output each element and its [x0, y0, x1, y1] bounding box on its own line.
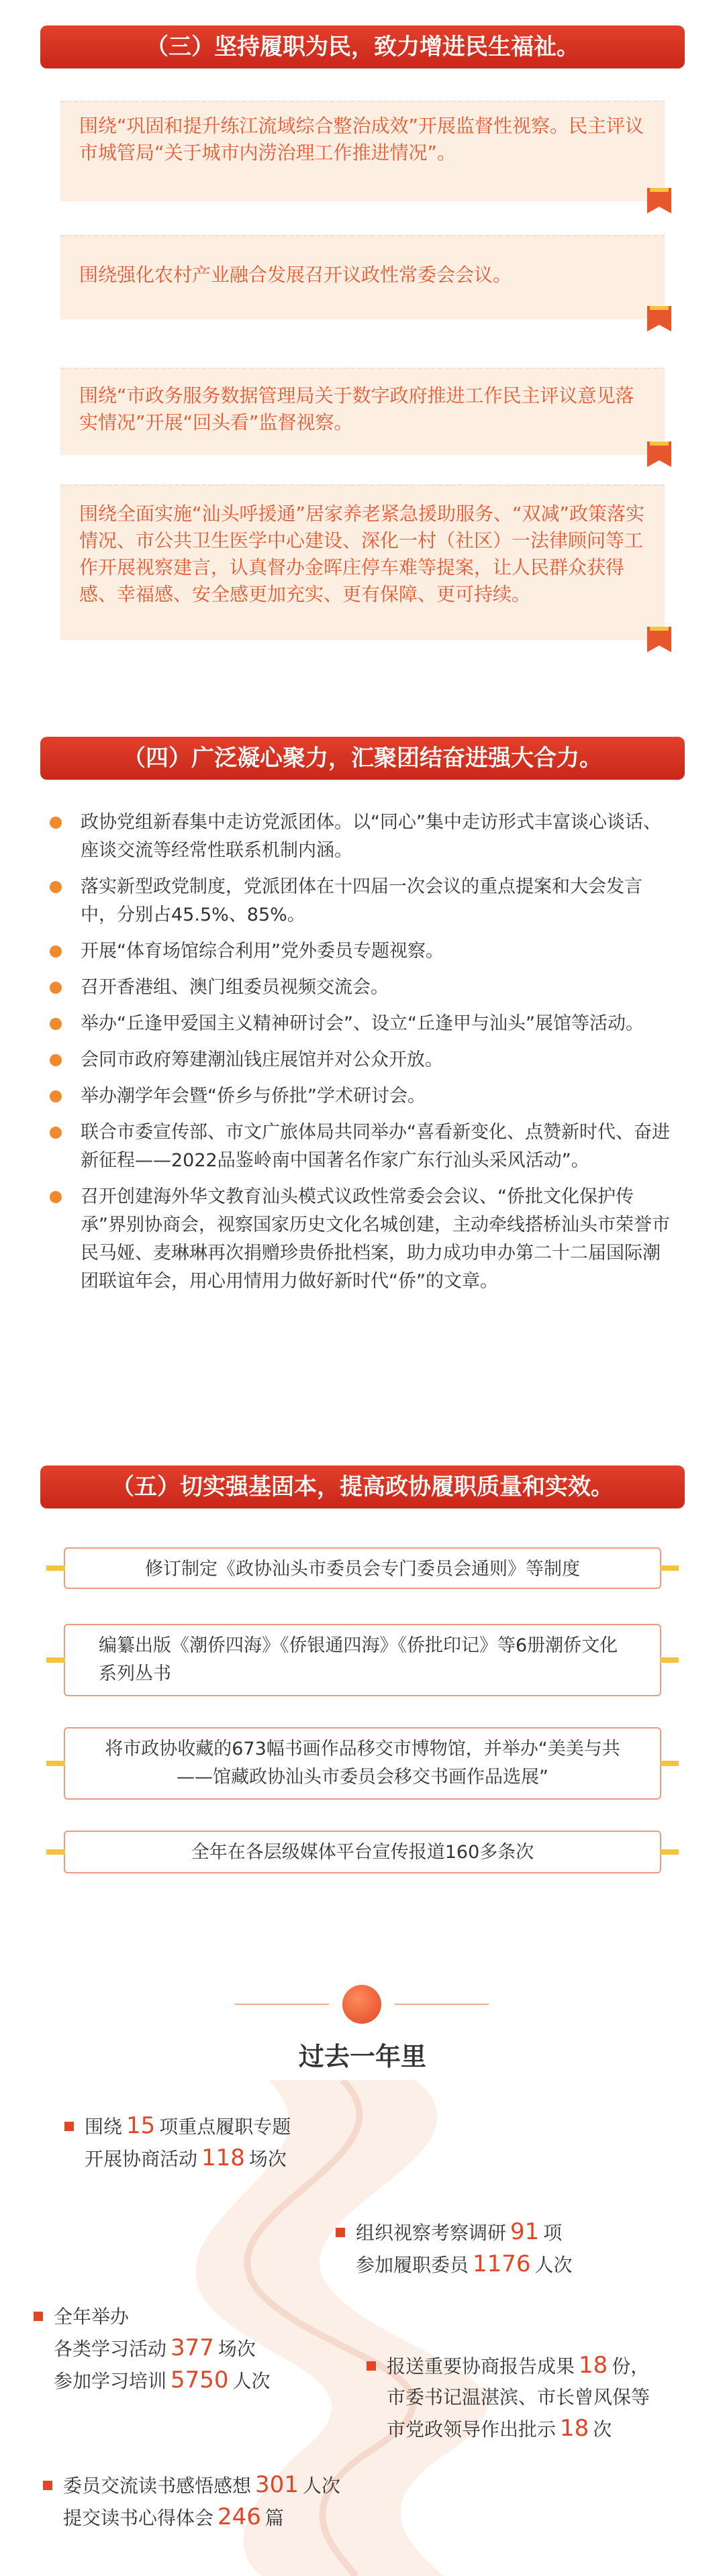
list-item	[47, 1082, 678, 1111]
stat-number: 15	[126, 2112, 156, 2139]
section3-title-text: （三）坚持履职为民，致力增进民生福祉。	[146, 34, 579, 60]
section3-card-4	[60, 484, 665, 640]
stat-text: 组织视察考察调研	[356, 2222, 507, 2244]
square-bullet-icon	[336, 2228, 345, 2237]
list-item	[47, 873, 678, 929]
stat-text: 人次	[534, 2254, 573, 2276]
stat-text: 份，	[612, 2355, 650, 2377]
bullet-dot-icon	[50, 945, 62, 958]
card-text: 围绕“市政务服务数据管理局关于数字政府推进工作民主评议意见落实情况”开展“回头看”监督视察。	[79, 384, 634, 433]
stat-text: 委员交流读书感悟感想	[63, 2475, 252, 2497]
list-item	[47, 974, 678, 1002]
item-text: 落实新型政党制度，党派团体在十四届一次会议的重点提案和大会发言中，分别占45.5%、85%。	[81, 876, 642, 925]
stat-number: 246	[218, 2504, 261, 2530]
box-bar-left	[46, 1657, 65, 1663]
stat-text: 各类学习活动	[54, 2338, 167, 2360]
stat-number: 118	[201, 2145, 245, 2171]
box-bar-left	[46, 1565, 65, 1571]
stat-number: 91	[510, 2218, 540, 2245]
bullet-dot-icon	[50, 982, 62, 994]
bullet-dot-icon	[50, 881, 62, 893]
stat-text: 项	[543, 2222, 563, 2244]
card-text: 围绕强化农村产业融合发展召开议政性常委会会议。	[79, 264, 512, 286]
box-bar-left	[46, 1849, 65, 1855]
summary-title: 过去一年里	[298, 2041, 426, 2071]
bullet-dot-icon	[50, 1191, 62, 1203]
item-text: 举办“丘逢甲爱国主义精神研讨会”、设立“丘逢甲与汕头”展馆等活动。	[81, 1013, 644, 1034]
section5-title-text: （五）切实强基固本，提高政协履职质量和实效。	[111, 1474, 614, 1500]
list-item	[47, 1183, 678, 1296]
section5-box-3	[64, 1727, 661, 1800]
box-bar-right	[660, 1657, 679, 1663]
decor-line-right	[395, 2004, 489, 2005]
square-bullet-icon	[43, 2481, 52, 2490]
item-text: 会同市政府筹建潮汕钱庄展馆并对公众开放。	[81, 1049, 443, 1070]
bullet-dot-icon	[50, 1090, 62, 1102]
section5-box-1	[64, 1547, 661, 1589]
box-text: 将市政协收藏的673幅书画作品移交市博物馆，并举办“美美与共——馆藏政协汕头市委员会移交书画作品选展”	[105, 1739, 620, 1788]
section5-box-2	[64, 1624, 661, 1696]
stat-text: 场次	[248, 2148, 287, 2170]
stat-3	[34, 2302, 271, 2397]
stat-text: 市党政领导作出批示	[387, 2418, 557, 2440]
stat-2	[336, 2216, 573, 2281]
stat-text: 提交读书心得体会	[63, 2507, 214, 2529]
bullet-dot-icon	[50, 1018, 62, 1030]
stat-text: 参加履职委员	[356, 2254, 469, 2276]
stat-text: 场次	[218, 2338, 256, 2360]
list-item	[47, 1010, 678, 1038]
card-text: 围绕“巩固和提升练江流域综合整治成效”开展监督性视察。民主评议市城管局“关于城市内涝治理工作推进情况”。	[79, 115, 644, 164]
bullet-dot-icon	[50, 1054, 62, 1066]
stat-number: 301	[255, 2471, 299, 2498]
square-bullet-icon	[367, 2361, 376, 2371]
bullet-dot-icon	[50, 1127, 62, 1139]
list-item	[47, 1119, 678, 1175]
decor-line-left	[235, 2004, 329, 2005]
section3-card-2	[60, 235, 665, 319]
box-bar-right	[660, 1565, 679, 1571]
section4-title-text: （四）广泛凝心聚力，汇聚团结奋进强大合力。	[123, 745, 602, 772]
item-text: 召开创建海外华文教育汕头模式议政性常委会会议、“侨批文化保护传承”界别协商会，视察国家历史文化名城创建，主动牵线搭桥汕头市荣誉市民马娅、麦琳琳再次捐赠珍贵侨批档案，助力成功申办第二十二届国际潮团联谊年会，用心用情用力做好新时代“侨”的文章。	[81, 1186, 670, 1292]
box-bar-right	[660, 1761, 679, 1766]
section3-card-3	[60, 368, 665, 455]
square-bullet-icon	[64, 2122, 74, 2131]
stat-text: 开展协商活动	[85, 2148, 198, 2170]
section4-list	[47, 809, 678, 1304]
list-item	[47, 1046, 678, 1074]
item-text: 召开香港组、澳门组委员视频交流会。	[81, 977, 389, 998]
section3-title	[40, 25, 685, 68]
stat-number: 5750	[171, 2367, 229, 2393]
stat-text: 次	[593, 2418, 612, 2440]
section3-card-1	[60, 101, 665, 201]
bullet-dot-icon	[50, 817, 62, 829]
stat-number: 1176	[473, 2251, 531, 2277]
bookmark-icon	[647, 306, 671, 331]
section4-title	[40, 737, 685, 780]
section5-box-4	[64, 1831, 661, 1873]
list-item	[47, 937, 678, 966]
item-text: 政协党组新春集中走访党派团体。以“同心”集中走访形式丰富谈心谈话、座谈交流等经常性联系机制内涵。	[81, 812, 661, 861]
stat-text: 市委书记温湛滨、市长曾风保等	[387, 2386, 650, 2408]
stat-5	[43, 2469, 340, 2534]
sun-circle-icon	[342, 1985, 381, 2024]
stat-text: 人次	[302, 2475, 340, 2497]
box-text: 修订制定《政协汕头市委员会专门委员会通则》等制度	[145, 1559, 580, 1580]
item-text: 开展“体育场馆综合利用”党外委员专题视察。	[81, 941, 444, 962]
list-item	[47, 809, 678, 865]
box-text: 编纂出版《潮侨四海》《侨银通四海》《侨批印记》等6册潮侨文化系列丛书	[99, 1635, 618, 1684]
bookmark-icon	[647, 188, 671, 213]
box-bar-right	[660, 1849, 679, 1855]
box-text: 全年在各层级媒体平台宣传报道160多条次	[191, 1842, 534, 1863]
stat-text: 参加学习培训	[54, 2370, 167, 2392]
stat-1	[64, 2110, 291, 2175]
stat-text: 围绕	[85, 2116, 123, 2138]
square-bullet-icon	[34, 2312, 43, 2321]
stat-number: 377	[171, 2334, 214, 2361]
stat-text: 全年举办	[54, 2306, 130, 2328]
item-text: 联合市委宣传部、市文广旅体局共同举办“喜看新变化、点赞新时代、奋进新征程——2022品鉴岭南中国著名作家广东行汕头采风活动”。	[81, 1122, 670, 1171]
stat-text: 篇	[264, 2507, 284, 2529]
card-text: 围绕全面实施“汕头呼援通”居家养老紧急援助服务、“双减”政策落实情况、市公共卫生医学中心建设、深化一村（社区）一法律顾问等工作开展视察建言，认真督办金晖庄停车难等提案，让人民群众获得感、幸福感、安全感更加充实、更有保障、更可持续。	[79, 503, 645, 605]
stat-number: 18	[560, 2415, 589, 2442]
stat-4	[367, 2350, 650, 2445]
stat-text: 人次	[232, 2370, 271, 2392]
stat-text: 项重点履职专题	[159, 2116, 291, 2138]
stat-text: 报送重要协商报告成果	[387, 2355, 575, 2377]
bookmark-icon	[647, 627, 671, 652]
section5-title	[40, 1465, 685, 1508]
stat-number: 18	[579, 2352, 608, 2379]
bookmark-icon	[647, 442, 671, 467]
item-text: 举办潮学年会暨“侨乡与侨批”学术研讨会。	[81, 1086, 426, 1106]
box-bar-left	[46, 1761, 65, 1766]
